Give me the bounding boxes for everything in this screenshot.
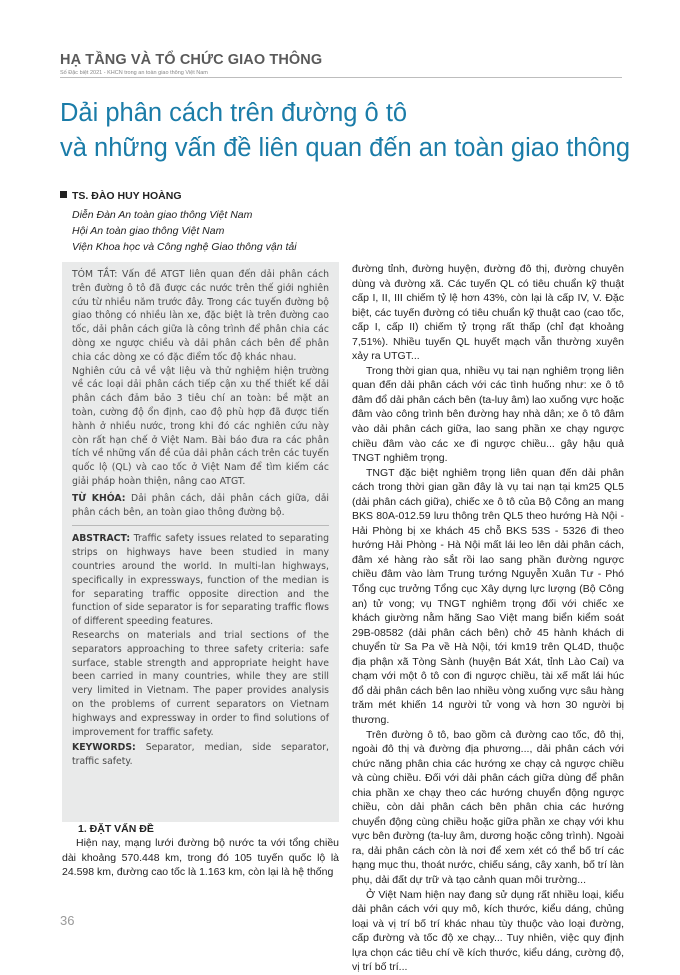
section-heading: 1. ĐẶT VẤN ĐỀ — [78, 823, 154, 835]
body-paragraph: Trong thời gian qua, nhiều vụ tai nạn nghiêm trọng liên quan đến dải phân cách với các tình huống như: xe ô tô đâm đổ dải phân cách bên (ta-luy âm) lao xuống vực hoặc đâm vào công trình bên đường hay nhà dân; xe ô tô đâm vào dải phân cách giữa, lao sang phần xe chạy ngược chiều đâm vào các xe đi ngược chiều... gây hậu quả TNGT nghiêm trọng. — [352, 364, 624, 465]
abstract-box — [62, 262, 339, 822]
square-bullet-icon — [60, 191, 67, 198]
affiliation: Hội An toàn giao thông Việt Nam — [72, 225, 225, 237]
body-paragraph: Trên đường ô tô, bao gồm cả đường cao tốc, đô thị, ngoài đô thị và đường địa phương..., dải phân cách với chức năng phân chia các hướng xe chạy cả ngược chiều và cùng chiều. Đối với dải phân cách giữa dùng để phân chia phần xe chạy theo các hướng chuyển động ngược chiều, còn dải phân cách bên phân chia các hướng chuyển động cùng chiều hoặc giữa phần xe chạy với khu vực bên đường (ta-luy âm, dương hoặc công trình). Ngoài ra, dải phân cách còn là nơi để xem xét có thể bố trí các hạng mục thu, thoát nước, chiếu sáng, cây xanh, bố trí làn phụ, dải đất dự trữ và tạo cảnh quan môi trường... — [352, 728, 624, 886]
summary-label: TÓM TẮT: — [72, 269, 118, 280]
right-column — [352, 262, 624, 975]
summary-text: Vấn đề ATGT liên quan đến dải phân cách trên đường ô tô đã được các nước trên thế giới nghiên cứu từ nhiều năm trước đây. Trong các tuyến đường bộ giao thông có nhiều làn xe, đặc biệt là trên đường cao tốc, dải phân cách giữa là công trình để phân chia các dòng xe ngược chiều và dải phân cách bên để phân chia các dòng xe có đặc điểm tốc độ khác nhau. — [72, 269, 329, 363]
body-paragraph: đường tỉnh, đường huyện, đường đô thị, đường chuyên dùng và đường xã. Các tuyến QL có tiêu chuẩn kỹ thuật cấp I, II, III chiếm tỷ lệ hơn 43%, còn lại là cấp IV, V. Đặc biệt, các tuyến đường có tiêu chuẩn kỹ thuật cao (cao tốc, cấp I, cấp II) chiếm tỷ trọng rất thấp (chỉ đạt khoảng 7,51%). Nhiều tuyến QL huyết mạch vẫn thường xuyên xảy ra UTGT... — [352, 263, 624, 363]
issue-line: Số Đặc biệt 2021 - KHCN trong an toàn giao thông Việt Nam — [60, 70, 208, 76]
header-divider — [60, 77, 622, 78]
body-paragraph: Ở Việt Nam hiện nay đang sử dụng rất nhiều loại, kiểu dải phân cách với quy mô, kích thước, kiểu dáng, chủng loại và vị trí bố trí khác nhau tùy thuộc vào loại đường, cấp đường và tốc độ xe chạy... Tuy nhiên, việc quy định lựa chọn các tiêu chí về kích thước, kiểu dáng, cường độ, vị trí bố trí... — [352, 888, 624, 974]
summary-paragraph — [72, 268, 329, 365]
abstract-text: Traffic safety issues related to separating strips on highways have been studied in many countries around the world. In multi-lan highways, specifically in expressways, function of the median is for separating traffic opposite direction and the function of side separator is for separating traffic flows of different speeding features. — [72, 533, 329, 628]
body-paragraph: TNGT đặc biệt nghiêm trọng liên quan đến dải phân cách trong thời gian gần đây là vụ tai nạn tại km25 QL5 (dải phân cách giữa), chiếc xe ô tô của Bộ Công an mang BKS 80A-012.59 lưu thông trên QL5 theo hướng Hà Nội - Hải Phòng bị xe khách 45 chỗ BKS 53S - 5326 đi theo hướng Hải Phòng - Hà Nội mất lái leo lên dải phân cách, đâm xé hàng rào sắt rồi lao sang phần đường ngược chiều đâm vào làm Trung tướng Nguyễn Xuân Tư - Phó Tổng cục trưởng Tổng cục Xây dựng lực lượng (Bộ Công an) tử vong; vụ TNGT nghiêm trọng đối với chiếc xe khách giường nằm hãng Sao Việt mang biển kiểm soát 29B-08582 (dải phân cách bên) chở 45 hành khách di chuyển từ Sa Pa về Hà Nội, tới km19 trên QL4D, thuộc địa phận xã Tòng Sành (huyện Bát Xát, tỉnh Lào Cai) va chạm với một ô tô con đi ngược chiều, tài xế mất lái húc đổ dải phân cách bên lao nhiều vòng xuống vực sâu hàng trăm mét khiến 14 người tử vong và hơn 30 người bị thương. — [352, 466, 624, 726]
article-title-line-1: Dải phân cách trên đường ô tô — [60, 99, 408, 127]
keywords-en-text: Separator, median, side separator, traffic safety. — [72, 742, 329, 768]
author-name: TS. ĐÀO HUY HOÀNG — [72, 190, 182, 202]
abstract-paragraph — [72, 532, 329, 629]
article-title — [60, 96, 630, 166]
keywords-en — [72, 741, 329, 769]
abstract-divider — [72, 525, 329, 526]
affiliation: Diễn Đàn An toàn giao thông Việt Nam — [72, 209, 253, 221]
abstract-paragraph: Researchs on materials and trial sections of the separators approaching to three safety criteria: safe surface, stable strength and appropriate height have been carried in many countries, while they are still very limited in Vietnam. The paper provides analysis on the problems of current separators on Vietnam highways and expressway in order to find solutions of improvement for traffic safety. — [72, 629, 329, 738]
keywords-label: TỪ KHÓA: — [72, 492, 126, 504]
article-title-line-2: và những vấn đề liên quan đến an toàn giao thông — [60, 134, 631, 162]
keywords-vi — [72, 492, 329, 520]
affiliations — [72, 207, 297, 255]
summary-paragraph: Nghiên cứu cả về vật liệu và thử nghiệm hiện trường về các loại dải phân cách tiếp cận xu thế thiết kế dải phân cách đảm bảo 3 tiêu chí an toàn: bề mặt an toàn, cường độ ổn định, cao độ phù hợp đã được tiến hành ở nhiều nước, trong khi đó các nghiên cứu này còn rất hạn chế ở Việt Nam. Bài báo đưa ra các phân tích về những vấn đề của dải phân cách trên các tuyến quốc lộ (QL) và cao tốc ở Việt Nam để tìm kiếm các giải pháp hoàn thiện, nâng cao ATGT. — [72, 365, 329, 487]
keywords-text: Dải phân cách, dải phân cách giữa, dải phân cách bên, an toàn giao thông đường bộ. — [72, 492, 329, 518]
keywords-en-label: KEYWORDS: — [72, 742, 136, 754]
affiliation: Viện Khoa học và Công nghệ Giao thông vận tải — [72, 241, 297, 253]
section-paragraph — [62, 836, 339, 880]
abstract-label: ABSTRACT: — [72, 533, 131, 545]
page-number: 36 — [60, 913, 75, 928]
author-line — [60, 190, 181, 202]
section-title: HẠ TẦNG VÀ TỔ CHỨC GIAO THÔNG — [60, 52, 323, 68]
section-paragraph-text: Hiện nay, mạng lưới đường bộ nước ta với tổng chiều dài khoảng 570.448 km, trong đó 105 tuyến quốc lộ là 24.598 km, đường cao tốc là 1.163 km, còn lại là hệ thống — [62, 837, 339, 879]
